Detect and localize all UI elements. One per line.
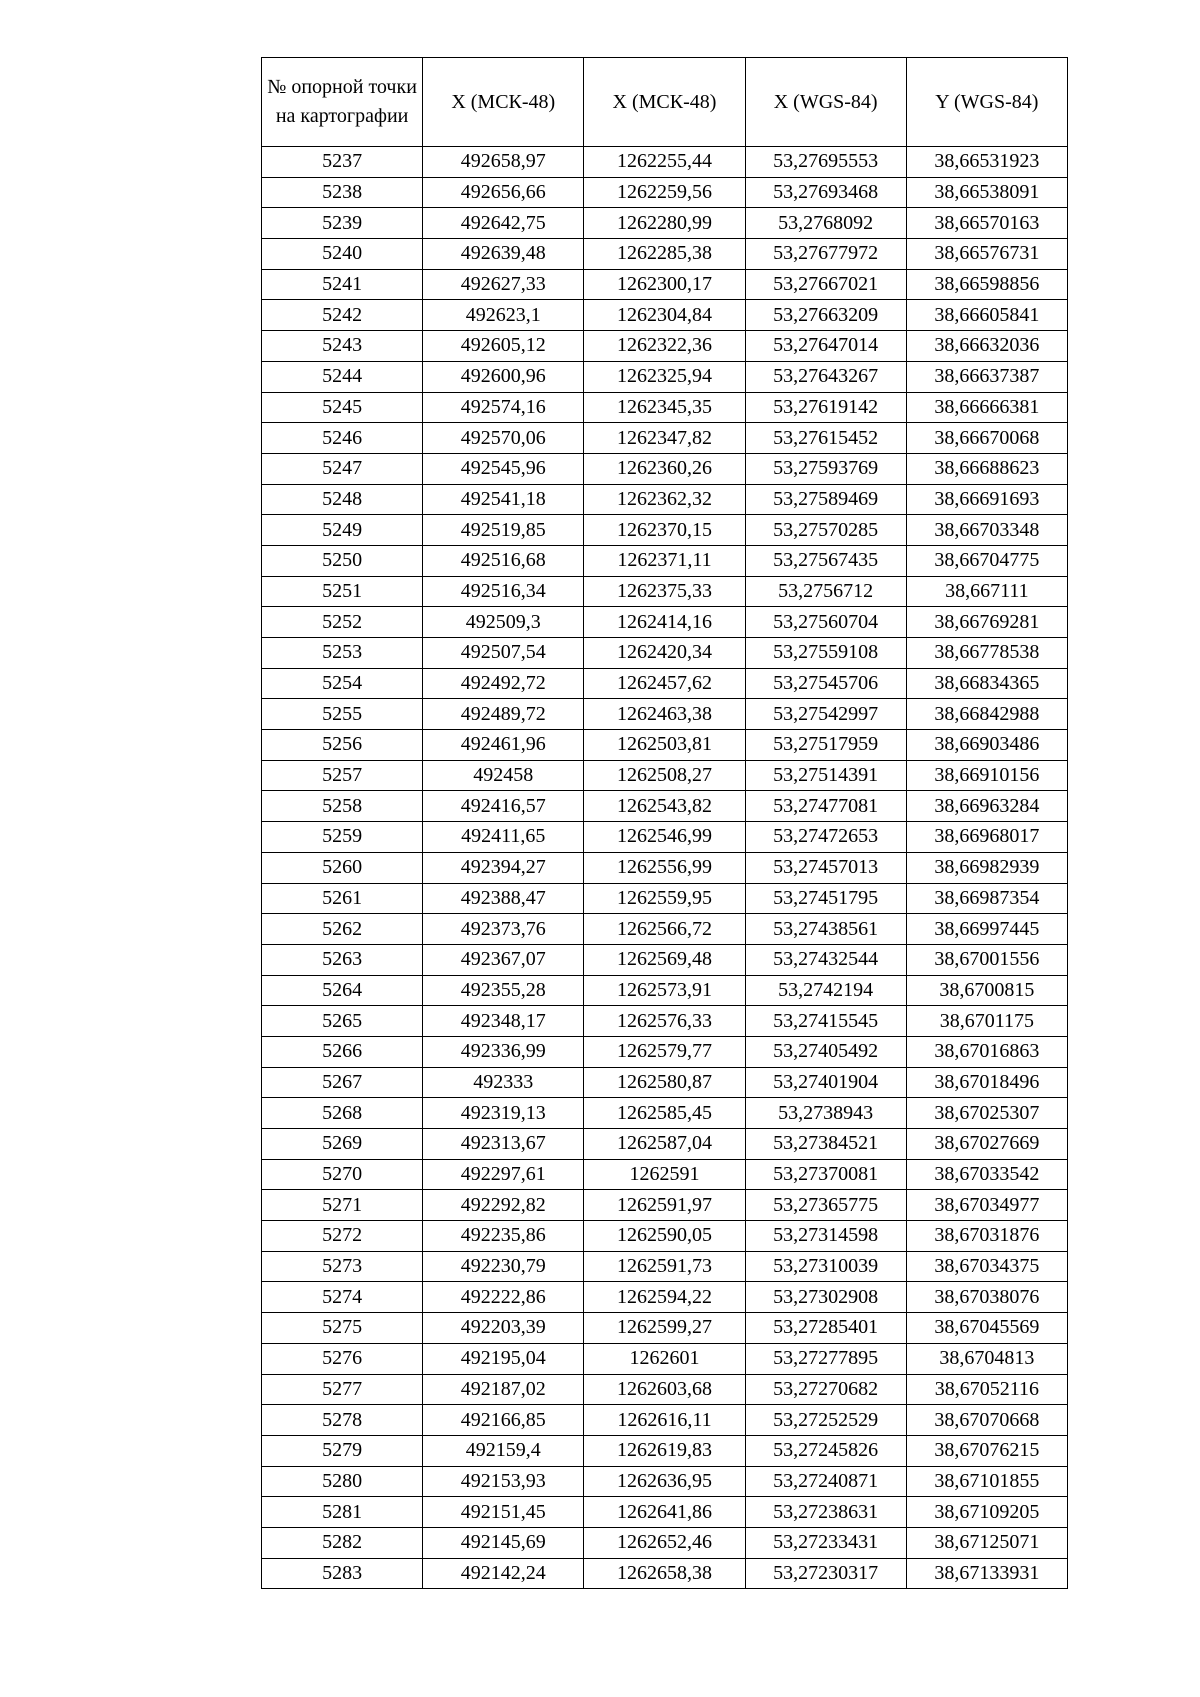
table-row [262,300,1068,331]
cell-x-msk48-second: 1262508,27 [584,760,745,791]
cell-x-wgs84: 53,27230317 [745,1558,906,1589]
table-row [262,331,1068,362]
cell-x-wgs84: 53,27570285 [745,515,906,546]
table-row [262,484,1068,515]
cell-x-msk48: 492574,16 [423,392,584,423]
cell-x-wgs84: 53,27514391 [745,760,906,791]
cell-x-msk48-second: 1262601 [584,1343,745,1374]
cell-x-wgs84: 53,27472653 [745,822,906,853]
cell-x-msk48-second: 1262566,72 [584,914,745,945]
cell-x-wgs84: 53,27643267 [745,361,906,392]
table-row [262,239,1068,270]
cell-x-msk48: 492373,76 [423,914,584,945]
table-row [262,576,1068,607]
cell-y-wgs84: 38,66982939 [906,852,1067,883]
cell-x-msk48-second: 1262546,99 [584,822,745,853]
cell-y-wgs84: 38,66910156 [906,760,1067,791]
table-row [262,944,1068,975]
cell-x-wgs84: 53,27695553 [745,147,906,178]
cell-x-msk48: 492203,39 [423,1313,584,1344]
cell-point-number: 5270 [262,1159,423,1190]
table-row [262,730,1068,761]
cell-x-msk48-second: 1262420,34 [584,638,745,669]
cell-point-number: 5273 [262,1251,423,1282]
cell-x-msk48: 492297,61 [423,1159,584,1190]
cell-y-wgs84: 38,67045569 [906,1313,1067,1344]
cell-x-wgs84: 53,27277895 [745,1343,906,1374]
table-row [262,1067,1068,1098]
cell-x-msk48: 492507,54 [423,638,584,669]
cell-x-wgs84: 53,27477081 [745,791,906,822]
cell-point-number: 5238 [262,177,423,208]
cell-x-wgs84: 53,27384521 [745,1129,906,1160]
cell-x-msk48-second: 1262603,68 [584,1374,745,1405]
cell-y-wgs84: 38,67133931 [906,1558,1067,1589]
cell-x-msk48: 492416,57 [423,791,584,822]
cell-x-wgs84: 53,27457013 [745,852,906,883]
table-row [262,1466,1068,1497]
cell-x-msk48: 492142,24 [423,1558,584,1589]
cell-y-wgs84: 38,66703348 [906,515,1067,546]
cell-x-msk48: 492545,96 [423,453,584,484]
cell-x-msk48-second: 1262304,84 [584,300,745,331]
cell-x-wgs84: 53,27667021 [745,269,906,300]
cell-point-number: 5252 [262,607,423,638]
cell-point-number: 5261 [262,883,423,914]
cell-x-msk48-second: 1262591,97 [584,1190,745,1221]
table-row [262,1159,1068,1190]
coordinates-table [261,57,1068,1589]
cell-x-msk48: 492458 [423,760,584,791]
cell-x-msk48-second: 1262580,87 [584,1067,745,1098]
cell-x-msk48-second: 1262619,83 [584,1435,745,1466]
cell-y-wgs84: 38,66576731 [906,239,1067,270]
cell-y-wgs84: 38,66688623 [906,453,1067,484]
table-row [262,269,1068,300]
cell-y-wgs84: 38,67001556 [906,944,1067,975]
cell-point-number: 5246 [262,423,423,454]
cell-x-msk48: 492336,99 [423,1036,584,1067]
table-row [262,607,1068,638]
cell-x-msk48-second: 1262573,91 [584,975,745,1006]
cell-x-msk48-second: 1262591,73 [584,1251,745,1282]
cell-point-number: 5278 [262,1405,423,1436]
cell-y-wgs84: 38,66963284 [906,791,1067,822]
cell-x-wgs84: 53,27252529 [745,1405,906,1436]
cell-y-wgs84: 38,66834365 [906,668,1067,699]
cell-x-wgs84: 53,27663209 [745,300,906,331]
cell-x-wgs84: 53,27365775 [745,1190,906,1221]
cell-x-msk48-second: 1262503,81 [584,730,745,761]
table-row [262,515,1068,546]
cell-point-number: 5271 [262,1190,423,1221]
cell-x-msk48-second: 1262322,36 [584,331,745,362]
cell-x-wgs84: 53,2768092 [745,208,906,239]
table-row [262,147,1068,178]
header-row [262,58,1068,147]
cell-x-wgs84: 53,27451795 [745,883,906,914]
cell-x-msk48-second: 1262556,99 [584,852,745,883]
table-row [262,1558,1068,1589]
table-header [262,58,1068,147]
cell-x-msk48-second: 1262371,11 [584,545,745,576]
table-row [262,1343,1068,1374]
cell-point-number: 5279 [262,1435,423,1466]
cell-x-msk48-second: 1262255,44 [584,147,745,178]
cell-x-msk48-second: 1262375,33 [584,576,745,607]
cell-point-number: 5275 [262,1313,423,1344]
cell-x-wgs84: 53,2742194 [745,975,906,1006]
cell-y-wgs84: 38,67109205 [906,1497,1067,1528]
cell-x-msk48: 492195,04 [423,1343,584,1374]
cell-x-wgs84: 53,27415545 [745,1006,906,1037]
cell-x-msk48: 492159,4 [423,1435,584,1466]
cell-x-msk48-second: 1262463,38 [584,699,745,730]
cell-x-msk48: 492333 [423,1067,584,1098]
cell-point-number: 5254 [262,668,423,699]
table-row [262,361,1068,392]
cell-y-wgs84: 38,66538091 [906,177,1067,208]
cell-point-number: 5263 [262,944,423,975]
cell-y-wgs84: 38,66531923 [906,147,1067,178]
cell-y-wgs84: 38,66666381 [906,392,1067,423]
cell-x-msk48-second: 1262641,86 [584,1497,745,1528]
cell-x-msk48-second: 1262325,94 [584,361,745,392]
cell-point-number: 5249 [262,515,423,546]
cell-x-msk48-second: 1262594,22 [584,1282,745,1313]
header-x-msk48-second: X (МСК-48) [584,58,745,147]
table-row [262,699,1068,730]
cell-x-msk48: 492516,68 [423,545,584,576]
cell-x-msk48-second: 1262576,33 [584,1006,745,1037]
cell-x-msk48: 492639,48 [423,239,584,270]
cell-x-wgs84: 53,27285401 [745,1313,906,1344]
cell-point-number: 5266 [262,1036,423,1067]
cell-point-number: 5247 [262,453,423,484]
cell-y-wgs84: 38,67125071 [906,1527,1067,1558]
cell-x-msk48: 492600,96 [423,361,584,392]
cell-x-msk48: 492151,45 [423,1497,584,1528]
table-row [262,822,1068,853]
cell-y-wgs84: 38,66903486 [906,730,1067,761]
cell-x-wgs84: 53,27619142 [745,392,906,423]
cell-x-wgs84: 53,27567435 [745,545,906,576]
cell-x-msk48-second: 1262559,95 [584,883,745,914]
cell-x-msk48-second: 1262300,17 [584,269,745,300]
cell-y-wgs84: 38,66605841 [906,300,1067,331]
cell-x-wgs84: 53,27560704 [745,607,906,638]
cell-y-wgs84: 38,67038076 [906,1282,1067,1313]
cell-x-msk48-second: 1262590,05 [584,1221,745,1252]
cell-x-wgs84: 53,27270682 [745,1374,906,1405]
cell-x-msk48: 492394,27 [423,852,584,883]
cell-y-wgs84: 38,67052116 [906,1374,1067,1405]
table-row [262,852,1068,883]
cell-y-wgs84: 38,67070668 [906,1405,1067,1436]
cell-x-msk48: 492461,96 [423,730,584,761]
table-row [262,668,1068,699]
cell-x-msk48-second: 1262347,82 [584,423,745,454]
table-body [262,147,1068,1589]
cell-x-msk48-second: 1262569,48 [584,944,745,975]
cell-y-wgs84: 38,67101855 [906,1466,1067,1497]
cell-x-msk48-second: 1262591 [584,1159,745,1190]
cell-point-number: 5280 [262,1466,423,1497]
header-x-wgs84: X (WGS-84) [745,58,906,147]
cell-y-wgs84: 38,66691693 [906,484,1067,515]
header-x-msk48: X (МСК-48) [423,58,584,147]
table-row [262,423,1068,454]
cell-y-wgs84: 38,6701175 [906,1006,1067,1037]
table-row [262,1282,1068,1313]
cell-point-number: 5239 [262,208,423,239]
cell-x-msk48: 492509,3 [423,607,584,638]
cell-x-msk48: 492519,85 [423,515,584,546]
cell-y-wgs84: 38,67031876 [906,1221,1067,1252]
table-row [262,975,1068,1006]
cell-x-wgs84: 53,27401904 [745,1067,906,1098]
cell-y-wgs84: 38,66632036 [906,331,1067,362]
cell-point-number: 5248 [262,484,423,515]
cell-x-wgs84: 53,27245826 [745,1435,906,1466]
table-row [262,1006,1068,1037]
cell-x-msk48-second: 1262360,26 [584,453,745,484]
cell-point-number: 5251 [262,576,423,607]
cell-x-msk48: 492222,86 [423,1282,584,1313]
cell-x-msk48: 492153,93 [423,1466,584,1497]
cell-y-wgs84: 38,66997445 [906,914,1067,945]
table-row [262,1036,1068,1067]
cell-x-msk48: 492145,69 [423,1527,584,1558]
cell-x-msk48-second: 1262616,11 [584,1405,745,1436]
cell-y-wgs84: 38,66670068 [906,423,1067,454]
cell-x-msk48: 492235,86 [423,1221,584,1252]
cell-x-wgs84: 53,27310039 [745,1251,906,1282]
cell-x-msk48: 492492,72 [423,668,584,699]
cell-y-wgs84: 38,66778538 [906,638,1067,669]
cell-x-msk48-second: 1262585,45 [584,1098,745,1129]
cell-point-number: 5255 [262,699,423,730]
cell-x-wgs84: 53,27238631 [745,1497,906,1528]
cell-x-msk48-second: 1262543,82 [584,791,745,822]
cell-point-number: 5268 [262,1098,423,1129]
cell-point-number: 5237 [262,147,423,178]
cell-y-wgs84: 38,6700815 [906,975,1067,1006]
cell-point-number: 5260 [262,852,423,883]
cell-point-number: 5262 [262,914,423,945]
table-row [262,1374,1068,1405]
cell-x-msk48-second: 1262599,27 [584,1313,745,1344]
cell-x-msk48: 492230,79 [423,1251,584,1282]
cell-y-wgs84: 38,67034375 [906,1251,1067,1282]
table-row [262,1527,1068,1558]
table-row [262,1129,1068,1160]
cell-point-number: 5272 [262,1221,423,1252]
cell-point-number: 5257 [262,760,423,791]
cell-x-wgs84: 53,2738943 [745,1098,906,1129]
table-row [262,760,1068,791]
table-row [262,883,1068,914]
cell-y-wgs84: 38,66769281 [906,607,1067,638]
cell-point-number: 5274 [262,1282,423,1313]
cell-point-number: 5267 [262,1067,423,1098]
cell-x-msk48: 492355,28 [423,975,584,1006]
cell-point-number: 5240 [262,239,423,270]
cell-x-msk48: 492348,17 [423,1006,584,1037]
cell-x-msk48: 492516,34 [423,576,584,607]
cell-x-wgs84: 53,27647014 [745,331,906,362]
table-row [262,545,1068,576]
cell-x-wgs84: 53,27559108 [745,638,906,669]
cell-x-msk48: 492570,06 [423,423,584,454]
cell-x-wgs84: 53,27405492 [745,1036,906,1067]
cell-y-wgs84: 38,67018496 [906,1067,1067,1098]
cell-x-msk48-second: 1262652,46 [584,1527,745,1558]
cell-point-number: 5241 [262,269,423,300]
table-row [262,208,1068,239]
cell-x-msk48-second: 1262370,15 [584,515,745,546]
cell-y-wgs84: 38,67027669 [906,1129,1067,1160]
table-row [262,1497,1068,1528]
cell-y-wgs84: 38,66968017 [906,822,1067,853]
table-row [262,791,1068,822]
cell-y-wgs84: 38,66704775 [906,545,1067,576]
cell-x-msk48: 492541,18 [423,484,584,515]
cell-x-msk48-second: 1262345,35 [584,392,745,423]
cell-x-msk48: 492627,33 [423,269,584,300]
cell-x-msk48-second: 1262457,62 [584,668,745,699]
cell-y-wgs84: 38,66987354 [906,883,1067,914]
cell-point-number: 5250 [262,545,423,576]
cell-x-wgs84: 53,27545706 [745,668,906,699]
cell-y-wgs84: 38,67016863 [906,1036,1067,1067]
cell-x-wgs84: 53,27240871 [745,1466,906,1497]
cell-x-wgs84: 53,27589469 [745,484,906,515]
cell-point-number: 5281 [262,1497,423,1528]
cell-x-msk48: 492656,66 [423,177,584,208]
table-row [262,453,1068,484]
cell-point-number: 5242 [262,300,423,331]
cell-point-number: 5282 [262,1527,423,1558]
table-row [262,1190,1068,1221]
cell-point-number: 5265 [262,1006,423,1037]
cell-y-wgs84: 38,6704813 [906,1343,1067,1374]
table-row [262,1435,1068,1466]
cell-x-msk48: 492319,13 [423,1098,584,1129]
table-row [262,914,1068,945]
cell-point-number: 5245 [262,392,423,423]
cell-x-msk48: 492187,02 [423,1374,584,1405]
cell-point-number: 5283 [262,1558,423,1589]
cell-point-number: 5269 [262,1129,423,1160]
cell-x-wgs84: 53,27438561 [745,914,906,945]
cell-point-number: 5253 [262,638,423,669]
cell-x-msk48: 492605,12 [423,331,584,362]
table-row [262,1221,1068,1252]
cell-point-number: 5264 [262,975,423,1006]
cell-y-wgs84: 38,66637387 [906,361,1067,392]
cell-x-msk48: 492623,1 [423,300,584,331]
cell-x-wgs84: 53,27693468 [745,177,906,208]
cell-x-msk48: 492658,97 [423,147,584,178]
cell-y-wgs84: 38,66570163 [906,208,1067,239]
cell-x-msk48: 492489,72 [423,699,584,730]
cell-y-wgs84: 38,66598856 [906,269,1067,300]
cell-point-number: 5259 [262,822,423,853]
cell-x-msk48-second: 1262280,99 [584,208,745,239]
cell-point-number: 5277 [262,1374,423,1405]
cell-y-wgs84: 38,67033542 [906,1159,1067,1190]
cell-point-number: 5243 [262,331,423,362]
cell-x-msk48: 492411,65 [423,822,584,853]
cell-x-wgs84: 53,27233431 [745,1527,906,1558]
cell-x-msk48-second: 1262285,38 [584,239,745,270]
cell-x-msk48: 492166,85 [423,1405,584,1436]
header-point-number: № опорной точки на картографии [262,58,423,147]
cell-x-wgs84: 53,27432544 [745,944,906,975]
cell-x-msk48-second: 1262259,56 [584,177,745,208]
cell-x-msk48-second: 1262636,95 [584,1466,745,1497]
cell-y-wgs84: 38,67076215 [906,1435,1067,1466]
cell-x-wgs84: 53,27677972 [745,239,906,270]
cell-x-wgs84: 53,27314598 [745,1221,906,1252]
cell-y-wgs84: 38,67025307 [906,1098,1067,1129]
table-row [262,638,1068,669]
table-row [262,1313,1068,1344]
cell-x-msk48-second: 1262414,16 [584,607,745,638]
cell-x-wgs84: 53,27615452 [745,423,906,454]
cell-x-msk48: 492313,67 [423,1129,584,1160]
cell-x-msk48-second: 1262579,77 [584,1036,745,1067]
cell-x-wgs84: 53,27302908 [745,1282,906,1313]
header-y-wgs84: Y (WGS-84) [906,58,1067,147]
cell-point-number: 5256 [262,730,423,761]
cell-x-msk48: 492367,07 [423,944,584,975]
table-row [262,1098,1068,1129]
table-row [262,1405,1068,1436]
cell-x-wgs84: 53,27370081 [745,1159,906,1190]
cell-x-wgs84: 53,2756712 [745,576,906,607]
cell-x-wgs84: 53,27517959 [745,730,906,761]
cell-point-number: 5258 [262,791,423,822]
cell-x-wgs84: 53,27542997 [745,699,906,730]
cell-point-number: 5244 [262,361,423,392]
table-row [262,1251,1068,1282]
cell-y-wgs84: 38,66842988 [906,699,1067,730]
table-row [262,177,1068,208]
table-row [262,392,1068,423]
cell-x-msk48-second: 1262658,38 [584,1558,745,1589]
cell-x-msk48: 492292,82 [423,1190,584,1221]
cell-y-wgs84: 38,667111 [906,576,1067,607]
cell-point-number: 5276 [262,1343,423,1374]
cell-x-wgs84: 53,27593769 [745,453,906,484]
cell-x-msk48-second: 1262587,04 [584,1129,745,1160]
cell-x-msk48: 492642,75 [423,208,584,239]
cell-x-msk48: 492388,47 [423,883,584,914]
cell-y-wgs84: 38,67034977 [906,1190,1067,1221]
cell-x-msk48-second: 1262362,32 [584,484,745,515]
